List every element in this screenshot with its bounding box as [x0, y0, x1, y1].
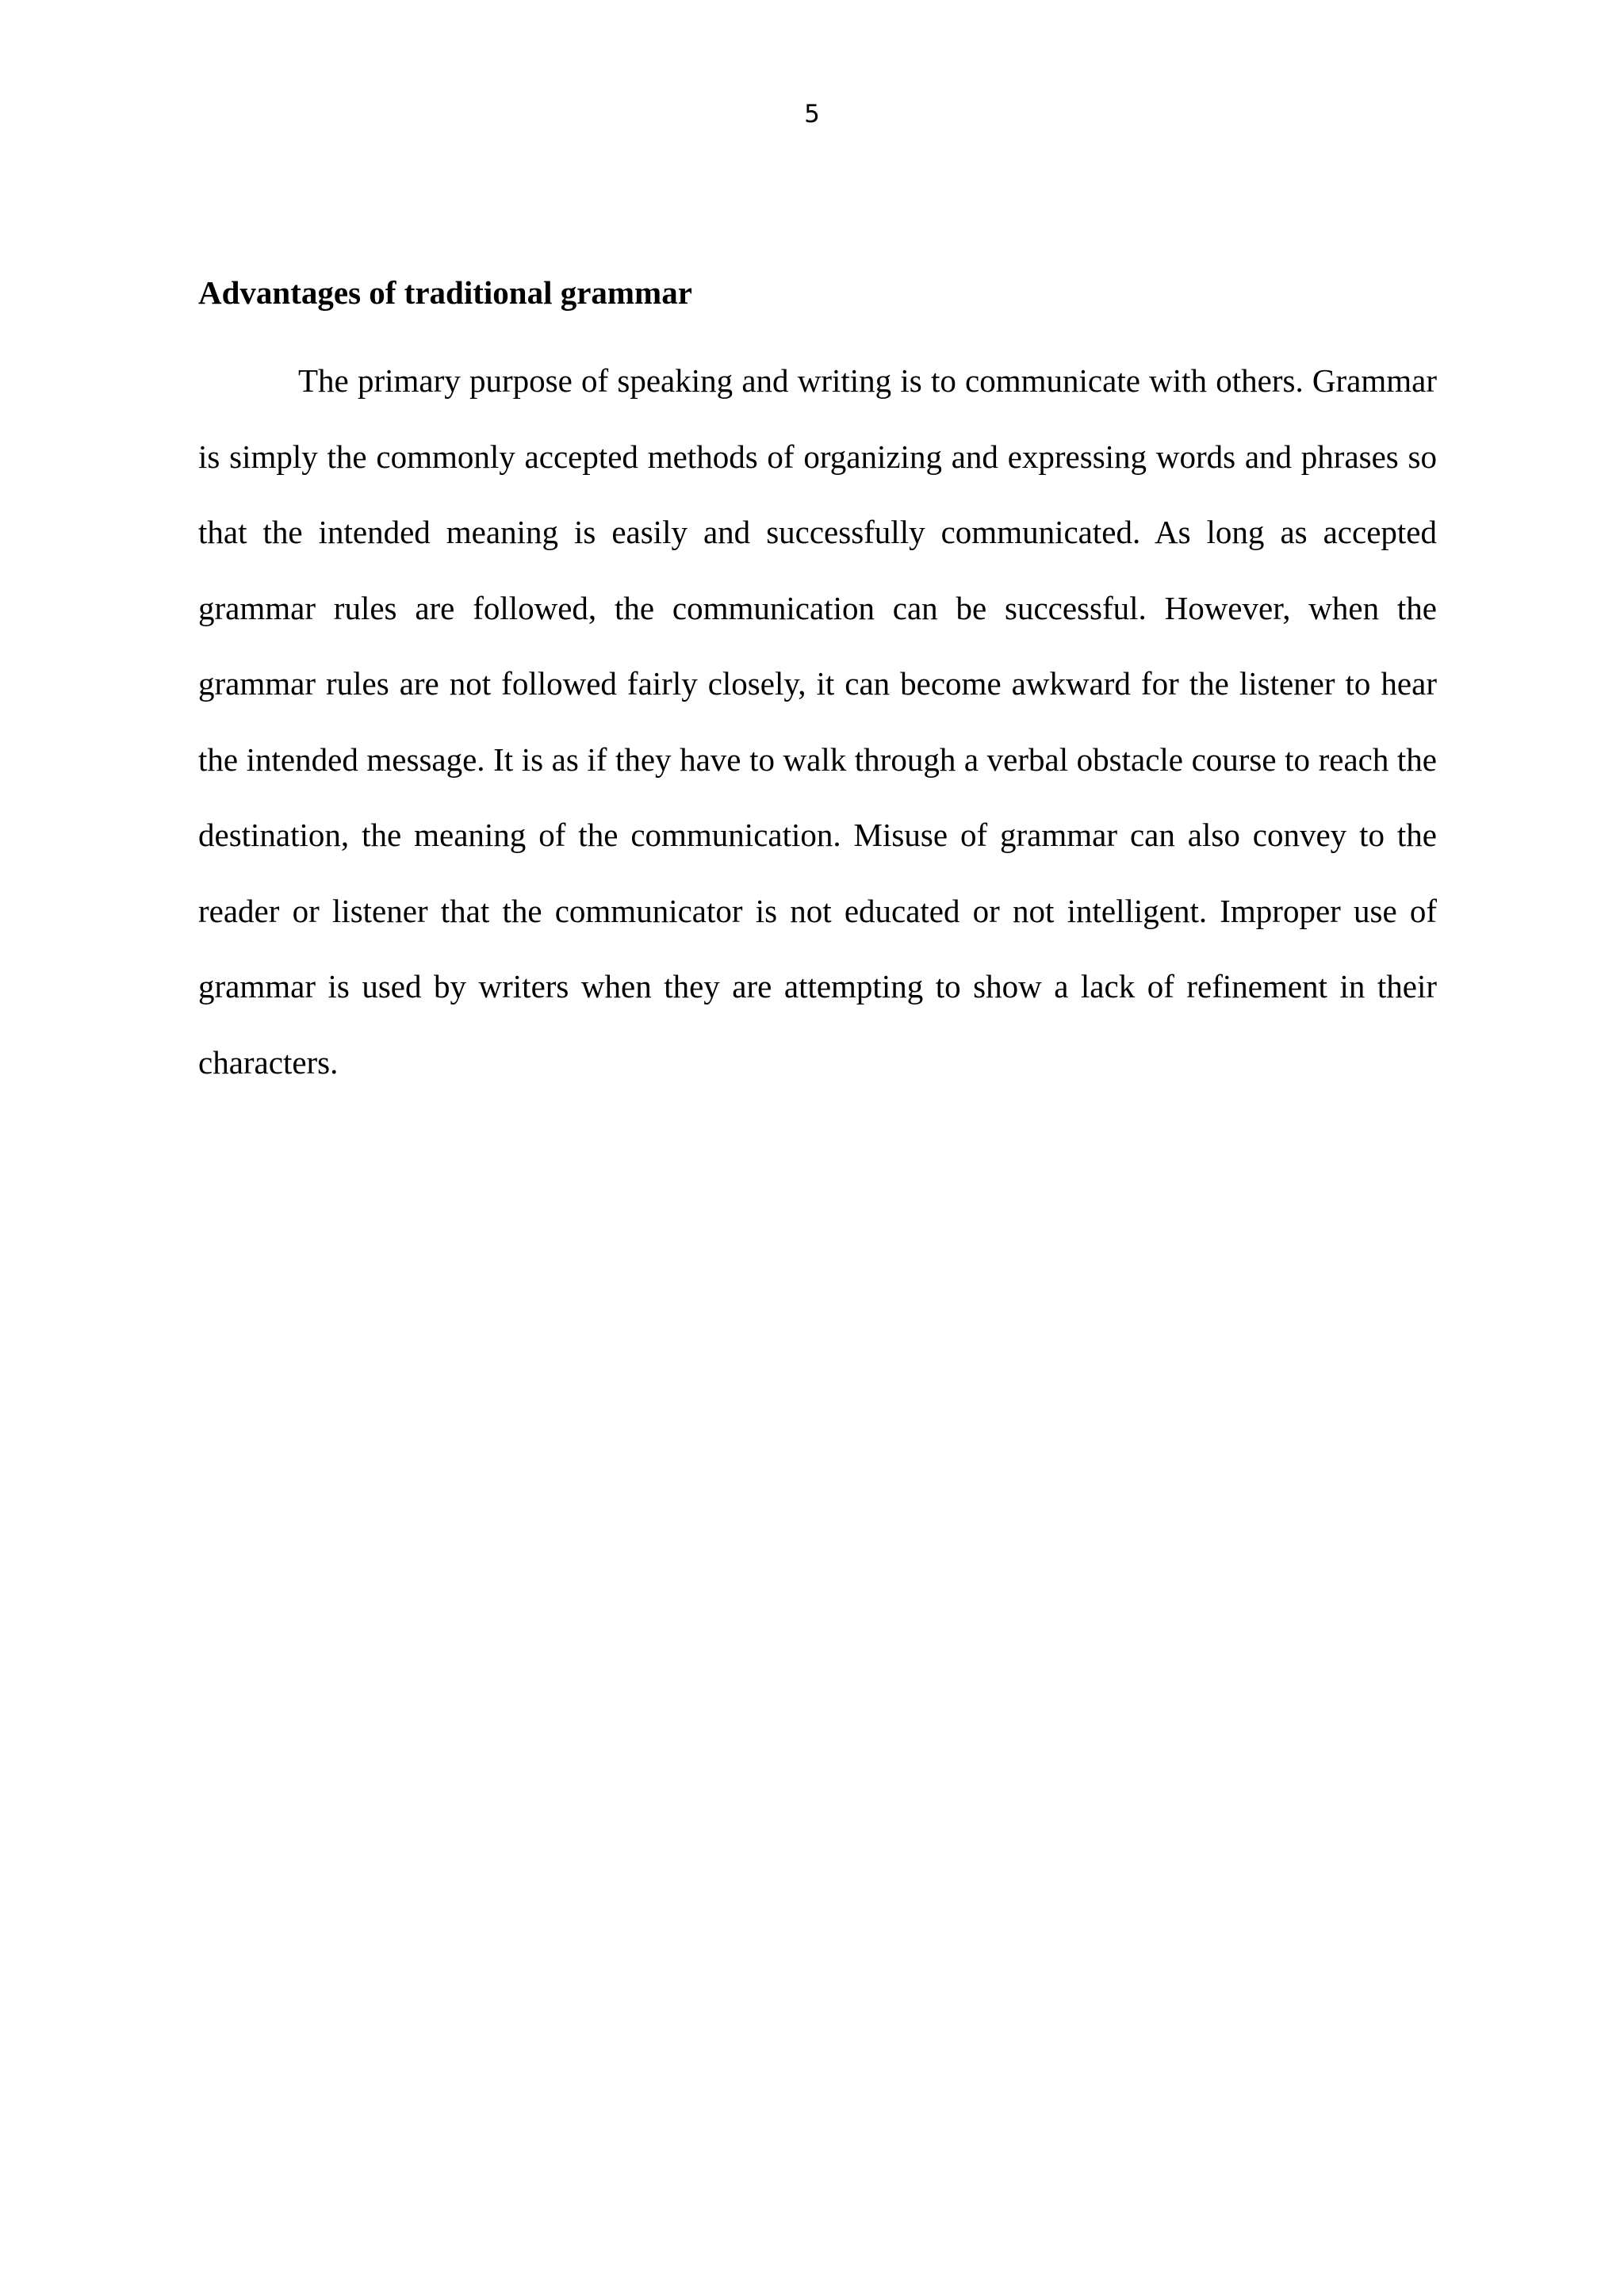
page-number: 5 [804, 100, 820, 128]
body-paragraph: The primary purpose of speaking and writing is to communicate with others. Grammar is simply the commonly accepted methods of organizing and expressing words and phrases so that the intended meaning is easily and successfully communicated. As long as accepted grammar rules are followed, the communication can be successful. However, when the grammar rules are not followed fairly closely, it can become awkward for the listener to hear the intended message. It is as if they have to walk through a verbal obstacle course to reach the destination, the meaning of the communication. Misuse of grammar can also convey to the reader or listener that the communicator is not educated or not intelligent. Improper use of grammar is used by writers when they are attempting to show a lack of refinement in their characters. [198, 362, 1437, 1081]
section-heading: Advantages of traditional grammar [198, 274, 692, 311]
page-body [198, 270, 1437, 1100]
